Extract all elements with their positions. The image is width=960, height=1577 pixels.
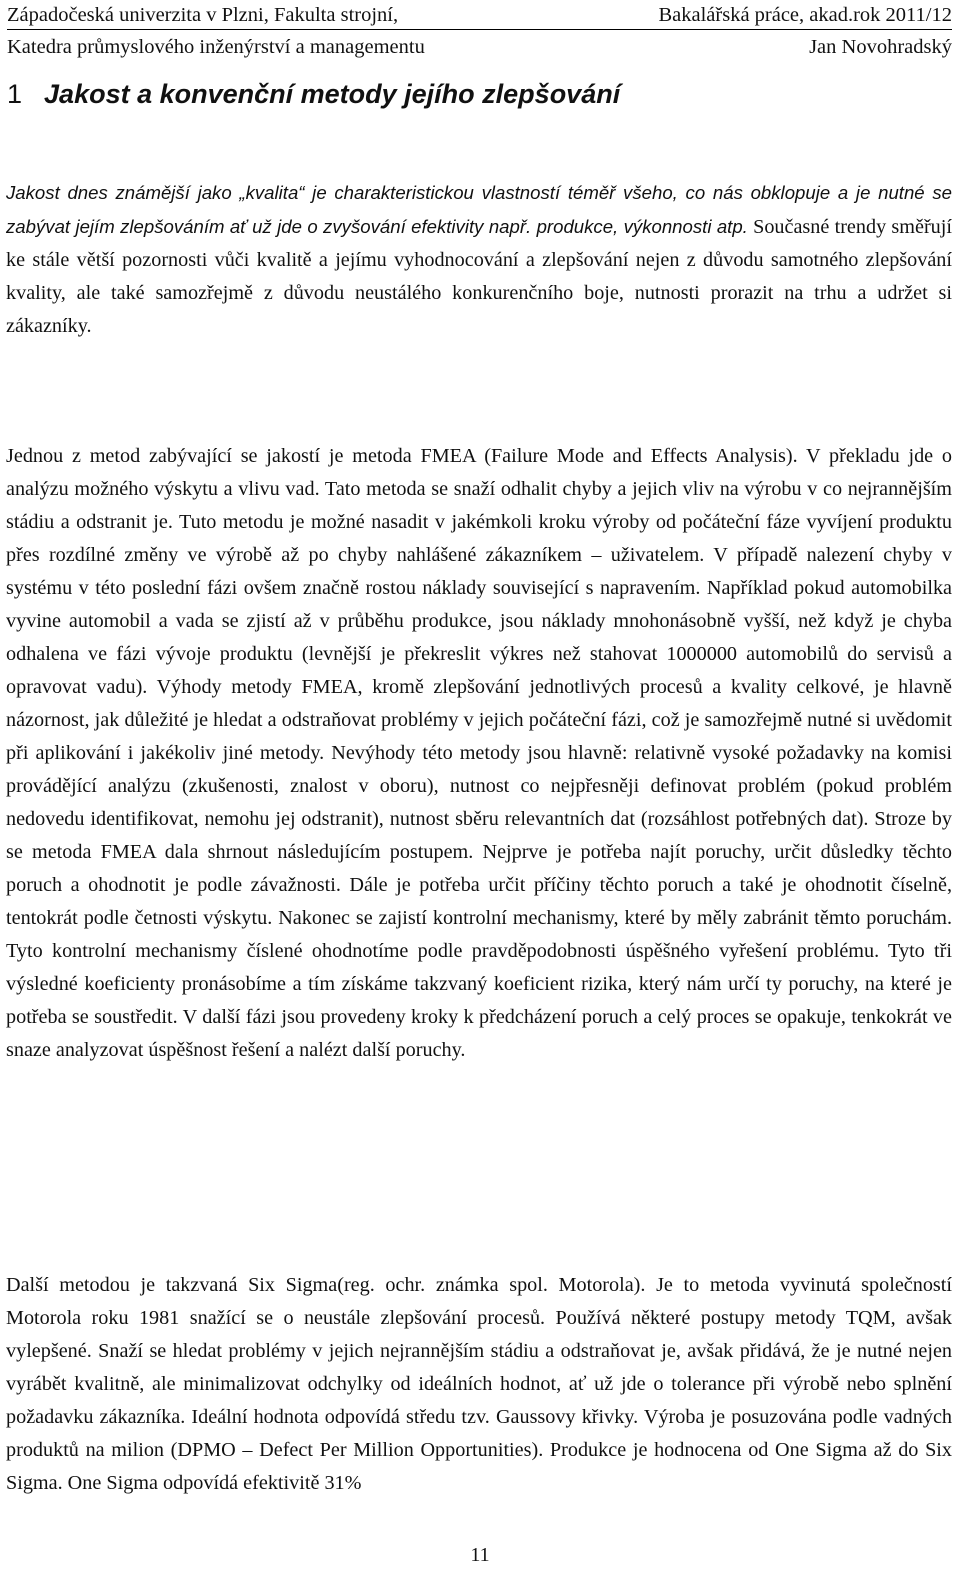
- page-number: 11: [470, 1544, 490, 1566]
- paragraph-lead: Jakost dnes známější jako „kvalita“ je charakteristickou vlastností téměř všeho, co nás obklopuje a je nutné se zabývat jejím zlepšováním ať už jde o zvyšování efektivity např. produkce, výkonnosti atp.: [6, 182, 952, 237]
- paragraph-six-sigma: Další metodou je takzvaná Six Sigma(reg. ochr. známka spol. Motorola). Je to metoda vyvinutá společností Motorola roku 1981 snažící se o neustále zlepšování procesů. Používá některé postupy metody TQM, avšak vylepšené. Snaží se hledat problémy v jejich nejrannějším stádiu a odstraňovat je, avšak přidává, že je nutné nejen vyrábět kvalitně, ale minimalizovat odchylky od ideálních hodnot, ať už jde o tolerance při výrobě nebo splnění požadavku zákazníka. Ideální hodnota odpovídá středu tzv. Gaussovy křivky. Výroba je posuzována podle vadných produktů na milion (DPMO – Defect Per Million Opportunities). Produkce je hodnocena od One Sigma až do Six Sigma. One Sigma odpovídá efektivitě 31%: [6, 1274, 952, 1494]
- header-author: Jan Novohradský: [809, 36, 952, 58]
- running-header-bottom: [7, 35, 952, 59]
- paragraph-fmea: Jednou z metod zabývající se jakostí je metoda FMEA (Failure Mode and Effects Analysis). V překladu jde o analýzu možného výskytu a vlivu vad. Tato metoda se snaží odhalit chyby a jejich vliv na výrobu v co nejrannějším stádiu a odstranit je. Tuto metodu je možné nasadit v jakémkoli kroku výroby od počáteční fáze vyvíjení produktu přes rozdílné změny ve výrobě až po chyby nahlášené zákazníkem – uživatelem. V případě nalezení chyby v systému v této poslední fázi ovšem značně rostou náklady související s napravením. Například pokud automobilka vyvine automobil a vada se zjistí až v průběhu produkce, jsou náklady mnohonásobně vyšší, než když je chyba odhalena ve fázi vývoje produktu (levnější je překreslit výkres než stahovat 1000000 automobilů do servisů a opravovat vadu). Výhody metody FMEA, kromě zlepšování jednotlivých procesů a kvality celkové, je hlavně názornost, jak důležité je hledat a odstraňovat problémy v jejich počáteční fázi, což je samozřejmě nutné si uvědomit při aplikování i jakékoliv jiné metody. Nevýhody této metody jsou hlavně: relativně vysoké požadavky na komisi provádějící analýzu (zkušenosti, znalost v oboru), nutnost co nejpřesněji definovat problém (pokud problém nedovedu identifikovat, nemohu jej odstranit), nutnost sběru relevantních dat (rozsáhlost potřebných dat). Stroze by se metoda FMEA dala shrnout následujícím postupem. Nejprve je potřeba najít poruchy, určit důsledky těchto poruch a ohodnotit je podle závažnosti. Dále je potřeba určit příčiny těchto poruch a také je ohodnotit číselně, tentokrát podle četnosti výskytu. Nakonec se zajistí kontrolní mechanismy, které by měly zabránit těmto poruchám. Tyto kontrolní mechanismy číslené ohodnotíme podle pravděpodobnosti úspěšného vyřešení problému. Tyto tři výsledné koeficienty pronásobíme a tím získáme takzvaný koeficient rizika, který nám určí ty poruchy, na které je potřeba se soustředit. V další fázi jsou provedeny kroky k předcházení poruch a celý proces se opakuje, tenkokrát ve snaze analyzovat úspěšnost řešení a nalézt další poruchy.: [6, 445, 952, 1061]
- header-divider: [7, 29, 952, 30]
- header-thesis: Bakalářská práce, akad.rok 2011/12: [658, 4, 952, 26]
- paragraph-quality-intro: [6, 176, 952, 343]
- chapter-heading: [7, 76, 620, 112]
- chapter-title: Jakost a konvenční metody jejího zlepšování: [44, 79, 621, 109]
- header-university: Západočeská univerzita v Plzni, Fakulta strojní,: [7, 4, 399, 26]
- header-department: Katedra průmyslového inženýrství a managementu: [7, 36, 425, 58]
- paragraph-rest: Současné trendy směřují ke stále větší pozornosti vůči kvalitě a jejímu vyhodnocování a zlepšování nejen z důvodu samotného zlepšování kvality, ale také samozřejmě z důvodu neustálého konkurenčního boje, nutnosti prorazit na trhu a udržet si zákazníky.: [6, 216, 952, 337]
- running-header-top: [7, 3, 952, 27]
- chapter-number: 1: [7, 79, 23, 109]
